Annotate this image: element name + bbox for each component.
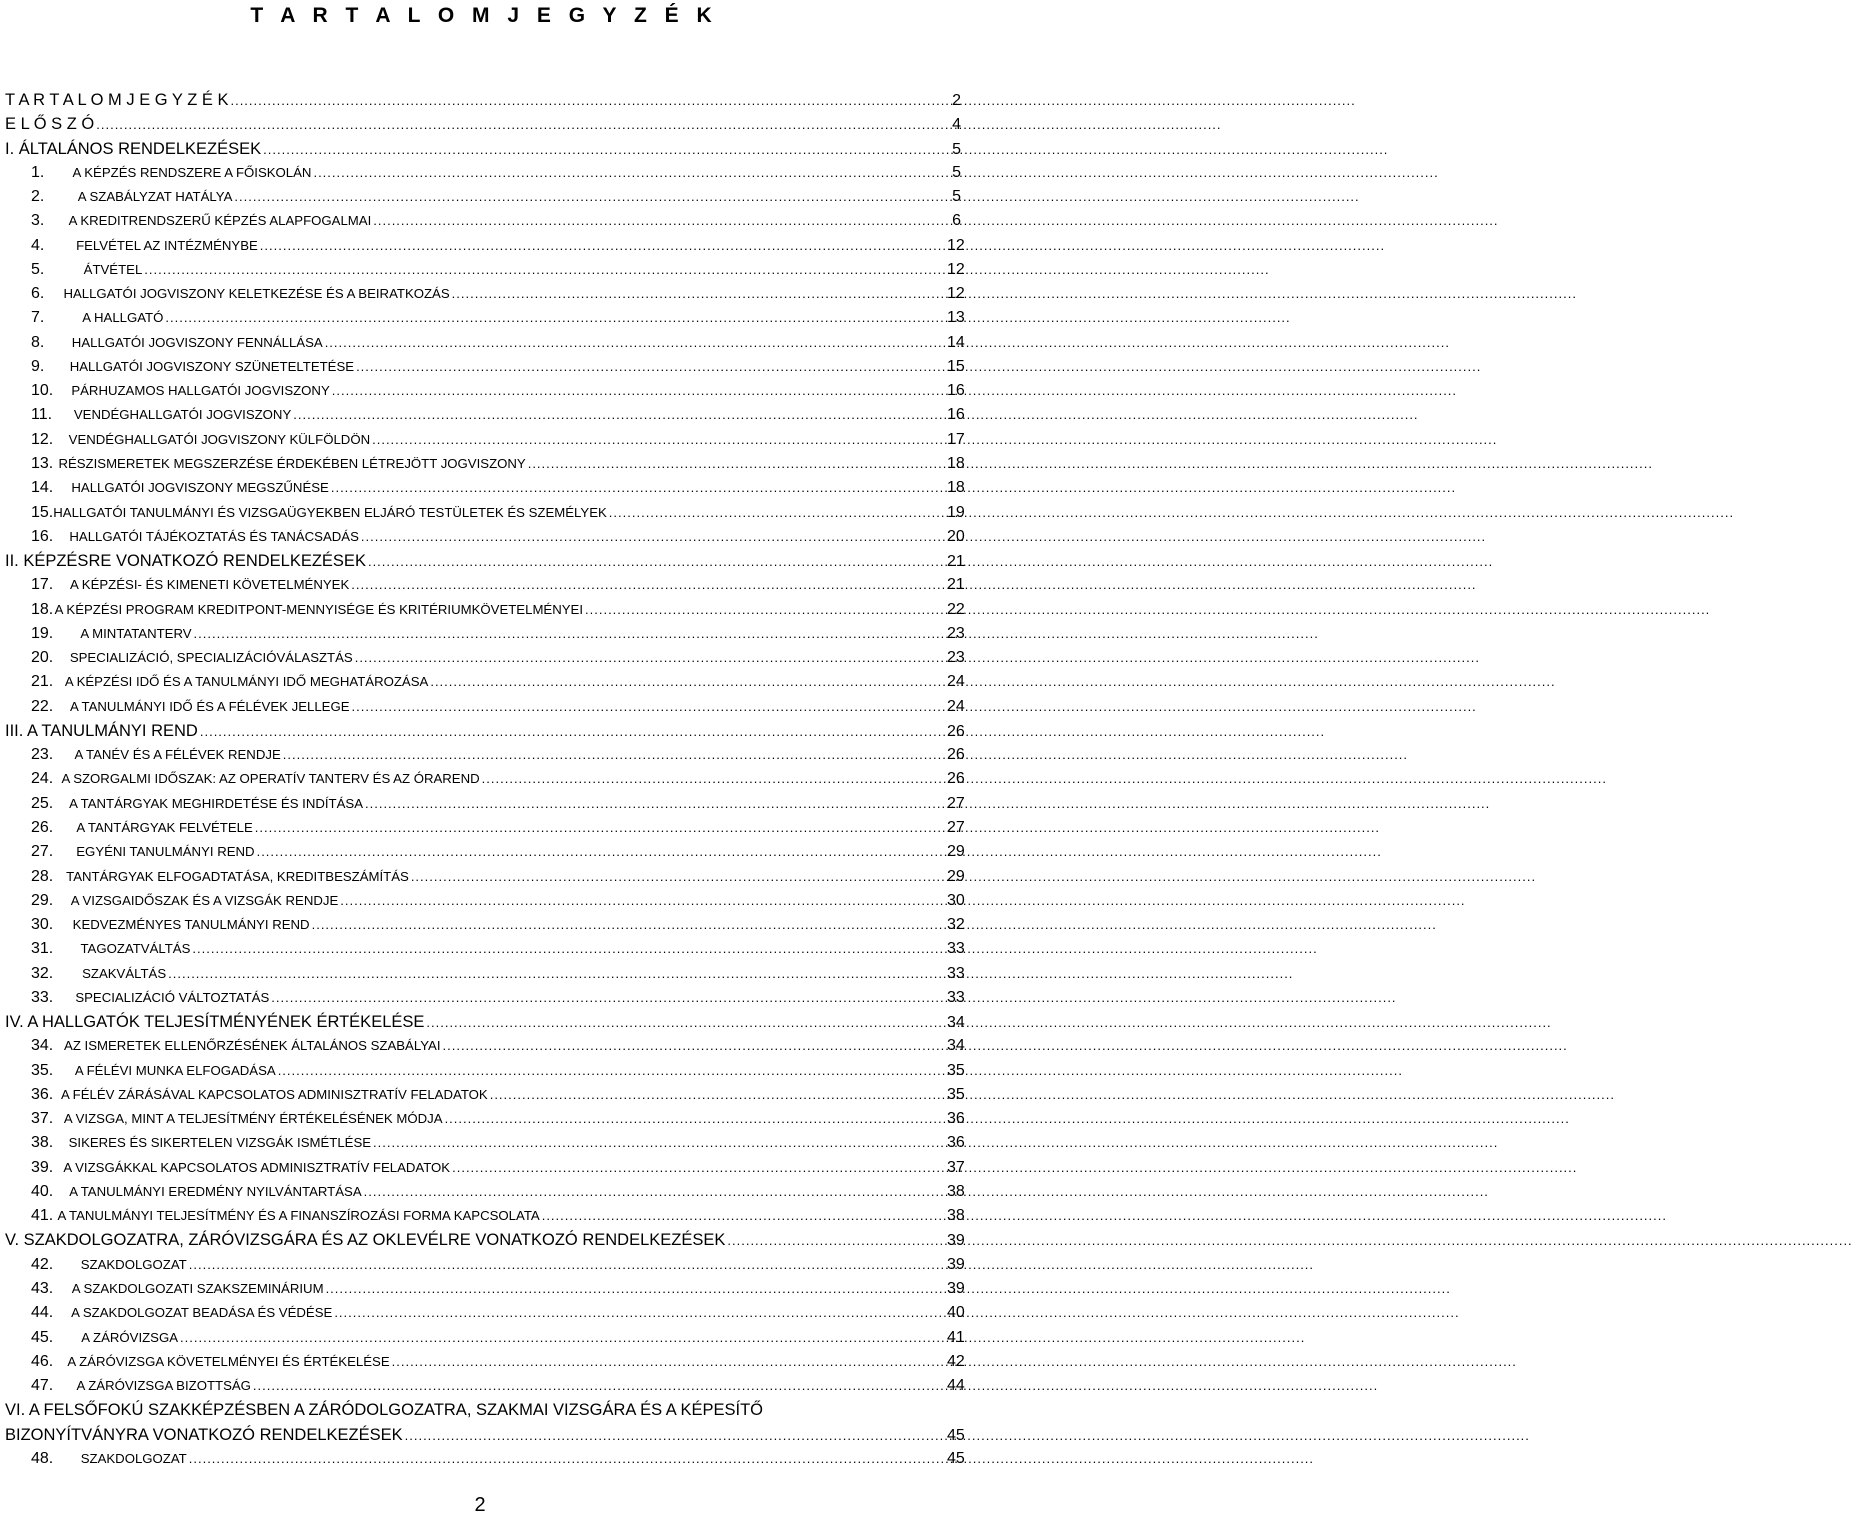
toc-entry-label: SPECIALIZÁCIÓ, SPECIALIZÁCIÓVÁLASZTÁS	[69, 650, 353, 666]
toc-entry-page: 32	[947, 916, 965, 934]
table-of-contents	[5, 88, 965, 1471]
toc-entry-number: 22.	[31, 697, 54, 715]
toc-entry-label: A VIZSGA, MINT A TELJESÍTMÉNY ÉRTÉKELÉSÉNEK MÓDJA	[63, 1111, 443, 1127]
toc-entry-label: A KÉPZÉSI PROGRAM KREDITPONT-MENNYISÉGE ÉS KRITÉRIUMKÖVETELMÉNYEI	[54, 601, 584, 617]
toc-entry-page: 15	[947, 357, 965, 375]
toc-entry-label: VENDÉGHALLGATÓI JOGVISZONY KÜLFÖLDÖN	[68, 431, 371, 447]
toc-entry[interactable]	[5, 1156, 965, 1180]
toc-entry-label: FELVÉTEL AZ INTÉZMÉNYBE	[76, 237, 258, 253]
toc-leader-dots	[365, 792, 945, 816]
toc-leader-dots	[482, 767, 945, 791]
toc-entry-number: 38.	[31, 1134, 54, 1152]
toc-entry-page: 41	[947, 1328, 965, 1346]
toc-entry-page: 34	[947, 1037, 965, 1055]
toc-entry[interactable]	[5, 379, 965, 403]
toc-leader-dots	[490, 1083, 945, 1107]
toc-entry-number: 34.	[31, 1037, 54, 1055]
toc-entry-page: 33	[947, 964, 965, 982]
toc-leader-dots	[331, 476, 945, 500]
toc-entry[interactable]	[5, 646, 965, 670]
toc-entry-page: 26	[947, 770, 965, 788]
toc-entry[interactable]	[5, 258, 965, 282]
toc-entry-page: 39	[947, 1255, 965, 1273]
toc-entry[interactable]	[5, 840, 965, 864]
toc-entry-number: 27.	[31, 843, 54, 861]
toc-entry[interactable]	[5, 161, 961, 185]
toc-entry-number: 17.	[31, 576, 54, 594]
toc-entry-label: A TANTÁRGYAK MEGHIRDETÉSE ÉS INDÍTÁSA	[69, 795, 363, 811]
toc-entry-page: 37	[947, 1158, 965, 1176]
toc-entry[interactable]	[5, 598, 965, 622]
toc-entry[interactable]	[5, 234, 965, 258]
toc-section-heading[interactable]	[5, 1398, 961, 1422]
toc-entry-number: 21.	[31, 673, 54, 691]
toc-section-heading[interactable]	[5, 549, 965, 573]
toc-leader-dots	[340, 889, 945, 913]
toc-entry-number: 9.	[31, 357, 45, 375]
toc-entry-label: SPECIALIZÁCIÓ VÁLTOZTATÁS	[75, 989, 270, 1005]
toc-leader-dots	[542, 1204, 945, 1228]
toc-leader-dots	[585, 598, 945, 622]
toc-entry[interactable]	[5, 865, 965, 889]
toc-entry-label: A VIZSGAIDŐSZAK ÉS A VIZSGÁK RENDJE	[70, 892, 339, 908]
toc-section-heading[interactable]	[5, 1423, 965, 1447]
toc-entry-label: A SZAKDOLGOZATI SZAKSZEMINÁRIUM	[71, 1281, 324, 1297]
toc-entry-page: 24	[947, 673, 965, 691]
toc-entry-page: 33	[947, 940, 965, 958]
toc-entry-number: 8.	[31, 333, 45, 351]
toc-entry-page: 17	[947, 430, 965, 448]
toc-entry-number: 25.	[31, 794, 54, 812]
toc-entry-page: 23	[947, 624, 965, 642]
toc-entry-number: 6.	[31, 285, 45, 303]
toc-entry-label: A FÉLÉVI MUNKA ELFOGADÁSA	[74, 1062, 276, 1078]
toc-entry-page: 38	[947, 1207, 965, 1225]
toc-entry-label: BIZONYÍTVÁNYRA VONATKOZÓ RENDELKEZÉSEK	[5, 1425, 403, 1444]
toc-entry[interactable]	[5, 476, 965, 500]
toc-entry-number: 23.	[31, 746, 54, 764]
toc-entry[interactable]	[5, 1301, 965, 1325]
toc-leader-dots	[326, 1277, 945, 1301]
toc-leader-dots	[334, 1301, 945, 1325]
toc-entry-label: T A R T A L O M J E G Y Z É K	[5, 91, 229, 109]
toc-entry-label: V. SZAKDOLGOZATRA, ZÁRÓVIZSGÁRA ÉS AZ OKLEVÉLRE VONATKOZÓ RENDELKEZÉSEK	[5, 1231, 726, 1250]
toc-entry-page: 27	[947, 818, 965, 836]
toc-entry-page: 35	[947, 1061, 965, 1079]
toc-section-heading[interactable]	[5, 137, 961, 161]
toc-entry-page: 39	[947, 1232, 965, 1250]
toc-entry[interactable]	[5, 1277, 965, 1301]
toc-entry-number: 12.	[31, 430, 54, 448]
toc-entry-page: 2	[952, 92, 961, 109]
toc-entry-page: 5	[952, 188, 961, 206]
toc-entry-number: 14.	[31, 479, 54, 497]
toc-leader-dots	[528, 452, 945, 476]
toc-entry[interactable]	[5, 986, 965, 1010]
toc-entry-label: A ZÁRÓVIZSGA	[81, 1329, 179, 1345]
toc-entry-label: VENDÉGHALLGATÓI JOGVISZONY	[73, 407, 292, 423]
toc-entry-label: A TANULMÁNYI EREDMÉNY NYILVÁNTARTÁSA	[69, 1183, 362, 1199]
toc-entry-label: HALLGATÓI JOGVISZONY KELETKEZÉSE ÉS A BEIRATKOZÁS	[63, 286, 450, 302]
toc-leader-dots	[168, 962, 945, 986]
toc-title: T A R T A L O M J E G Y Z É K	[250, 4, 718, 27]
toc-entry-label: HALLGATÓI JOGVISZONY SZÜNETELTETÉSE	[69, 358, 355, 374]
toc-entry-label: EGYÉNI TANULMÁNYI REND	[76, 844, 255, 860]
toc-entry-page: 18	[947, 454, 965, 472]
toc-entry-label: A SZABÁLYZAT HATÁLYA	[77, 189, 233, 205]
toc-leader-dots	[430, 670, 945, 694]
toc-entry-label: SZAKDOLGOZAT	[80, 1256, 187, 1272]
toc-entry-page: 45	[947, 1426, 965, 1444]
toc-leader-dots	[727, 1229, 945, 1253]
toc-entry[interactable]	[5, 622, 965, 646]
toc-entry-page: 24	[947, 697, 965, 715]
toc-entry-page: 27	[947, 794, 965, 812]
toc-entry-page: 40	[947, 1304, 965, 1322]
toc-entry-label: A KÉPZÉSI- ÉS KIMENETI KÖVETELMÉNYEK	[70, 577, 350, 593]
toc-leader-dots	[293, 403, 945, 427]
toc-entry-label: A KREDITRENDSZERŰ KÉPZÉS ALAPFOGALMAI	[68, 213, 372, 229]
toc-entry-page: 44	[947, 1377, 965, 1395]
toc-section-heading[interactable]	[5, 719, 965, 743]
toc-entry-page: 5	[952, 163, 961, 181]
toc-entry-page: 6	[952, 212, 961, 230]
toc-entry[interactable]	[5, 816, 965, 840]
toc-entry[interactable]	[5, 525, 965, 549]
toc-entry[interactable]	[5, 1059, 965, 1083]
toc-entry-label: TAGOZATVÁLTÁS	[80, 941, 191, 957]
toc-entry[interactable]	[5, 1447, 965, 1471]
toc-entry[interactable]	[5, 937, 965, 961]
toc-entry-number: 40.	[31, 1182, 54, 1200]
toc-entry-label: HALLGATÓI TÁJÉKOZTATÁS ÉS TANÁCSADÁS	[69, 528, 359, 544]
toc-entry-number: 7.	[31, 309, 45, 327]
toc-section-heading[interactable]	[5, 112, 961, 136]
toc-leader-dots	[312, 913, 945, 937]
toc-entry[interactable]	[5, 1083, 965, 1107]
toc-entry-label: RÉSZISMERETEK MEGSZERZÉSE ÉRDEKÉBEN LÉTREJÖTT JOGVISZONY	[58, 455, 526, 471]
toc-entry-label: A TANTÁRGYAK FELVÉTELE	[76, 819, 253, 835]
toc-entry-page: 23	[947, 649, 965, 667]
toc-entry[interactable]	[5, 1107, 965, 1131]
toc-entry[interactable]	[5, 1131, 965, 1155]
toc-leader-dots	[271, 986, 945, 1010]
toc-entry[interactable]	[5, 962, 965, 986]
toc-section-heading[interactable]	[5, 88, 961, 112]
toc-entry[interactable]	[5, 573, 965, 597]
toc-leader-dots	[373, 1131, 945, 1155]
toc-entry-number: 32.	[31, 964, 54, 982]
toc-entry-number: 33.	[31, 988, 54, 1006]
toc-entry[interactable]	[5, 1350, 965, 1374]
toc-entry-page: 45	[947, 1449, 965, 1467]
toc-entry[interactable]	[5, 767, 965, 791]
page-number: 2	[474, 1494, 486, 1516]
toc-leader-dots	[372, 428, 945, 452]
toc-entry-label: HALLGATÓI JOGVISZONY MEGSZŰNÉSE	[71, 480, 329, 496]
toc-entry[interactable]	[5, 743, 965, 767]
toc-leader-dots	[253, 1374, 945, 1398]
toc-entry-label: A HALLGATÓ	[82, 310, 164, 326]
toc-leader-dots	[200, 720, 945, 744]
toc-entry-number: 16.	[31, 527, 54, 545]
toc-entry-label: IV. A HALLGATÓK TELJESÍTMÉNYÉNEK ÉRTÉKELÉSE	[5, 1013, 425, 1032]
toc-section-heading[interactable]	[5, 1228, 965, 1252]
toc-entry-number: 24.	[31, 770, 54, 788]
toc-entry-number: 10.	[31, 382, 54, 400]
toc-leader-dots	[411, 865, 945, 889]
toc-entry-number: 5.	[31, 260, 45, 278]
toc-leader-dots	[355, 646, 945, 670]
toc-entry-label: II. KÉPZÉSRE VONATKOZÓ RENDELKEZÉSEK	[5, 552, 366, 571]
toc-entry-label: HALLGATÓI JOGVISZONY FENNÁLLÁSA	[71, 334, 323, 350]
toc-leader-dots	[144, 258, 945, 282]
toc-leader-dots	[192, 937, 945, 961]
toc-entry-page: 26	[947, 722, 965, 740]
toc-entry-number: 18.	[31, 600, 54, 618]
toc-entry-label: A TANULMÁNYI IDŐ ÉS A FÉLÉVEK JELLEGE	[70, 698, 350, 714]
toc-entry-page: 36	[947, 1134, 965, 1152]
toc-entry[interactable]	[5, 695, 965, 719]
toc-entry-page: 14	[947, 333, 965, 351]
toc-leader-dots	[313, 161, 945, 185]
toc-entry-number: 37.	[31, 1110, 54, 1128]
toc-entry[interactable]	[5, 670, 965, 694]
toc-entry[interactable]	[5, 1374, 965, 1398]
toc-entry-page: 12	[947, 285, 965, 303]
toc-entry-page: 4	[952, 116, 961, 134]
toc-entry[interactable]	[5, 331, 965, 355]
toc-entry-label: A TANULMÁNYI TELJESÍTMÉNY ÉS A FINANSZÍROZÁSI FORMA KAPCSOLATA	[57, 1208, 540, 1224]
toc-entry[interactable]	[5, 1180, 965, 1204]
toc-entry-number: 48.	[31, 1449, 54, 1467]
toc-leader-dots	[361, 525, 945, 549]
toc-leader-dots	[260, 234, 945, 258]
toc-entry-label: HALLGATÓI TANULMÁNYI ÉS VIZSGAÜGYEKBEN ELJÁRÓ TESTÜLETEK ÉS SZEMÉLYEK	[53, 504, 607, 520]
toc-entry-page: 20	[947, 527, 965, 545]
toc-entry-page: 16	[947, 382, 965, 400]
toc-leader-dots	[96, 113, 945, 137]
toc-entry-label: ÁTVÉTEL	[83, 261, 143, 277]
toc-entry-number: 28.	[31, 867, 54, 885]
toc-entry-page: 16	[947, 406, 965, 424]
toc-leader-dots	[426, 1011, 945, 1035]
toc-entry-label: PÁRHUZAMOS HALLGATÓI JOGVISZONY	[71, 383, 330, 399]
toc-entry[interactable]	[5, 1326, 965, 1350]
toc-leader-dots	[452, 1156, 945, 1180]
toc-entry-page: 38	[947, 1182, 965, 1200]
toc-entry-page: 22	[947, 600, 965, 618]
toc-entry-label: A KÉPZÉSI IDŐ ÉS A TANULMÁNYI IDŐ MEGHATÁROZÁSA	[64, 674, 429, 690]
toc-leader-dots	[352, 695, 945, 719]
toc-entry-label: E L Ő S Z Ó	[5, 115, 95, 134]
toc-entry[interactable]	[5, 306, 965, 330]
toc-entry-page: 5	[952, 140, 961, 158]
toc-entry-page: 42	[947, 1352, 965, 1370]
toc-entry[interactable]	[5, 913, 965, 937]
toc-entry-page: 34	[947, 1014, 965, 1032]
toc-entry-page: 12	[947, 236, 965, 254]
toc-entry-page: 21	[947, 576, 965, 594]
toc-entry-number: 13.	[31, 454, 54, 472]
toc-leader-dots	[189, 1447, 945, 1471]
toc-leader-dots	[373, 209, 945, 233]
toc-leader-dots	[445, 1107, 945, 1131]
toc-entry-page: 21	[947, 553, 965, 571]
toc-leader-dots	[165, 306, 945, 330]
toc-entry-number: 43.	[31, 1280, 54, 1298]
toc-leader-dots	[405, 1424, 945, 1448]
toc-entry-label: SZAKDOLGOZAT	[80, 1450, 187, 1466]
toc-entry-page: 26	[947, 746, 965, 764]
toc-leader-dots	[189, 1253, 945, 1277]
toc-entry-label: A MINTATANTERV	[80, 625, 192, 641]
toc-leader-dots	[194, 622, 945, 646]
toc-entry-number: 42.	[31, 1255, 54, 1273]
toc-leader-dots	[325, 331, 945, 355]
toc-entry-label: SZAKVÁLTÁS	[82, 965, 167, 981]
toc-entry-number: 29.	[31, 891, 54, 909]
toc-entry-label: A TANÉV ÉS A FÉLÉVEK RENDJE	[74, 747, 281, 763]
toc-entry[interactable]	[5, 1253, 965, 1277]
toc-entry-number: 1.	[31, 163, 45, 181]
toc-entry-page: 12	[947, 260, 965, 278]
toc-leader-dots	[609, 501, 945, 525]
toc-entry-label: TANTÁRGYAK ELFOGADTATÁSA, KREDITBESZÁMÍTÁS	[66, 868, 409, 884]
toc-entry-number: 44.	[31, 1304, 54, 1322]
toc-entry[interactable]	[5, 185, 961, 209]
toc-entry-label: AZ ISMERETEK ELLENŐRZÉSÉNEK ÁLTALÁNOS SZABÁLYAI	[64, 1038, 441, 1054]
toc-entry-label: I. ÁLTALÁNOS RENDELKEZÉSEK	[5, 139, 262, 158]
toc-entry-label: KEDVEZMÉNYES TANULMÁNYI REND	[72, 917, 310, 933]
toc-entry-number: 36.	[31, 1085, 54, 1103]
toc-entry[interactable]	[5, 1034, 965, 1058]
toc-entry-label: SIKERES ÉS SIKERTELEN VIZSGÁK ISMÉTLÉSE	[68, 1135, 372, 1151]
toc-entry-page: 29	[947, 843, 965, 861]
toc-leader-dots	[263, 138, 945, 162]
toc-section-heading[interactable]	[5, 1010, 965, 1034]
toc-entry-page: 35	[947, 1085, 965, 1103]
toc-entry-page: 18	[947, 479, 965, 497]
toc-entry[interactable]	[5, 209, 961, 233]
toc-entry-number: 20.	[31, 649, 54, 667]
toc-entry-number: 19.	[31, 624, 54, 642]
toc-leader-dots	[230, 89, 945, 113]
toc-entry-label: III. A TANULMÁNYI REND	[5, 721, 198, 740]
toc-entry-number: 3.	[31, 212, 45, 230]
toc-entry-page: 36	[947, 1110, 965, 1128]
toc-entry[interactable]	[5, 282, 965, 306]
toc-entry-page: 19	[947, 503, 965, 521]
toc-leader-dots	[180, 1326, 945, 1350]
toc-entry-number: 15.	[31, 503, 54, 521]
toc-leader-dots	[443, 1034, 946, 1058]
toc-entry-label: A SZAKDOLGOZAT BEADÁSA ÉS VÉDÉSE	[71, 1305, 333, 1321]
toc-entry[interactable]	[5, 792, 965, 816]
toc-entry-number: 30.	[31, 916, 54, 934]
toc-entry-label: A ZÁRÓVIZSGA BIZOTTSÁG	[76, 1378, 251, 1394]
toc-entry-label: VI. A FELSŐFOKÚ SZAKKÉPZÉSBEN A ZÁRÓDOLGOZATRA, SZAKMAI VIZSGÁRA ÉS A KÉPESÍTŐ	[5, 1401, 763, 1420]
toc-entry-number: 31.	[31, 940, 54, 958]
toc-entry[interactable]	[5, 501, 965, 525]
toc-entry[interactable]	[5, 355, 965, 379]
toc-entry-label: A SZORGALMI IDŐSZAK: AZ OPERATÍV TANTERV ÉS AZ ÓRAREND	[61, 771, 480, 787]
toc-entry-number: 39.	[31, 1158, 54, 1176]
toc-entry-page: 29	[947, 867, 965, 885]
toc-entry-number: 47.	[31, 1377, 54, 1395]
toc-leader-dots	[255, 816, 945, 840]
toc-entry[interactable]	[5, 1204, 965, 1228]
toc-entry[interactable]	[5, 428, 965, 452]
toc-leader-dots	[257, 840, 945, 864]
toc-leader-dots	[392, 1350, 945, 1374]
toc-leader-dots	[283, 743, 945, 767]
toc-entry-label: A KÉPZÉS RENDSZERE A FŐISKOLÁN	[72, 164, 312, 180]
toc-leader-dots	[364, 1180, 945, 1204]
toc-entry-page: 39	[947, 1280, 965, 1298]
toc-leader-dots	[278, 1059, 945, 1083]
toc-entry-page: 33	[947, 988, 965, 1006]
toc-entry-number: 45.	[31, 1328, 54, 1346]
toc-leader-dots	[368, 550, 945, 574]
toc-leader-dots	[351, 573, 945, 597]
toc-entry-number: 11.	[31, 406, 53, 424]
toc-entry-number: 4.	[31, 236, 45, 254]
toc-entry[interactable]	[5, 889, 965, 913]
toc-entry[interactable]	[5, 452, 965, 476]
toc-entry-page: 30	[947, 891, 965, 909]
toc-leader-dots	[356, 355, 945, 379]
toc-entry-number: 35.	[31, 1061, 54, 1079]
toc-entry-number: 26.	[31, 818, 54, 836]
toc-leader-dots	[452, 282, 945, 306]
toc-leader-dots	[234, 185, 945, 209]
toc-entry-number: 2.	[31, 188, 45, 206]
toc-entry-page: 13	[947, 309, 965, 327]
toc-entry-label: A ZÁRÓVIZSGA KÖVETELMÉNYEI ÉS ÉRTÉKELÉSE	[67, 1353, 390, 1369]
toc-entry-number: 41.	[31, 1207, 54, 1225]
toc-entry-label: A FÉLÉV ZÁRÁSÁVAL KAPCSOLATOS ADMINISZTRATÍV FELADATOK	[60, 1086, 488, 1102]
toc-entry[interactable]	[5, 403, 965, 427]
toc-entry-label: A VIZSGÁKKAL KAPCSOLATOS ADMINISZTRATÍV FELADATOK	[63, 1159, 451, 1175]
toc-entry-number: 46.	[31, 1352, 54, 1370]
toc-leader-dots	[332, 379, 945, 403]
